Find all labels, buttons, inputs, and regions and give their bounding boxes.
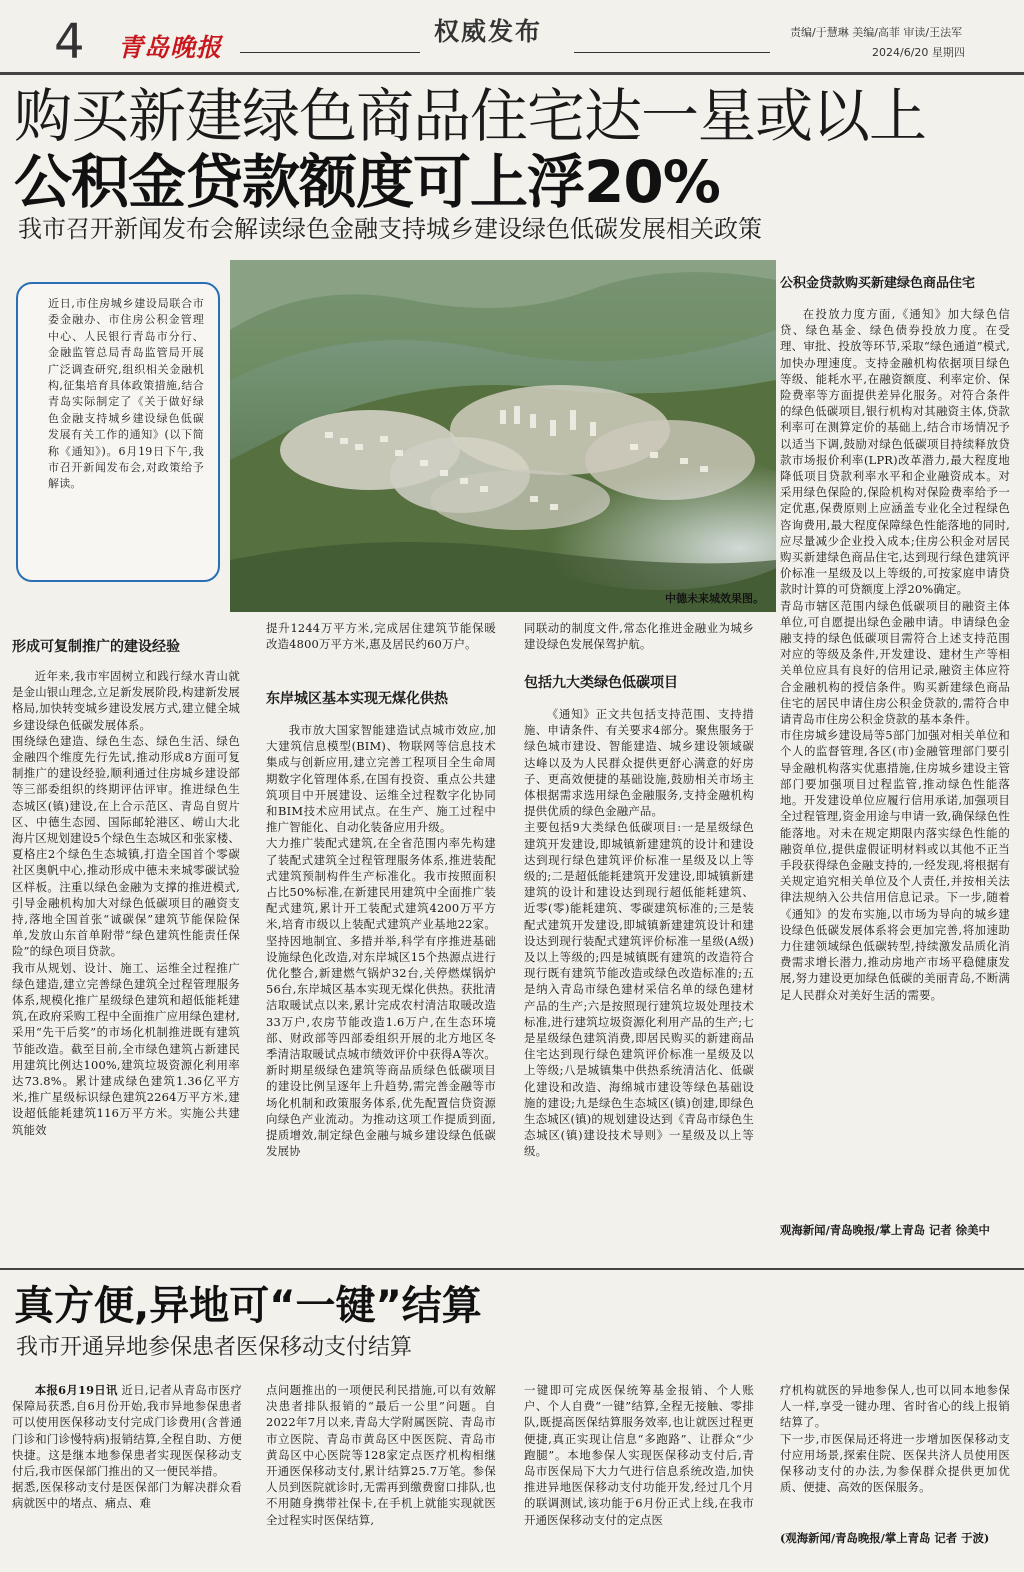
article2-col2-text: 点问题推出的一项便民利民措施,可以有效解决患者排队报销的“最后一公里”问题。自2022年7月以来,青岛大学附属医院、青岛市市立医院、青岛市黄岛区中医医院、青岛市黄岛区中心医院等128家定点医疗机构相继开通医保移动支付,累计结算25.7万笔。参保人员到医院就诊时,无需再到缴费窗口排队,也不用随身携带社保卡,在手机上就能实现就医全过程实时医保结算, bbox=[266, 1383, 496, 1527]
photo-caption: 中德未来城效果图。 bbox=[665, 592, 764, 605]
article2-col1-text: 近日,记者从青岛市医疗保障局获悉,自6月份开始,我市异地参保患者可以使用医保移动支付完成门诊费用(含普通门诊和门诊慢特病)报销结算,全程自助、方便快捷。这是继本地参保患者实现医保移动支付后,我市医保部门推出的又一便民举措。 据悉,医保移动支付是医保部门为解决群众看病就医中的堵点、痛点、难 bbox=[12, 1383, 242, 1511]
article1-col3-text: 《通知》正文共包括支持范围、支持措施、申请条件、有关要求4部分。聚焦服务于绿色城市建设、智能建造、城乡建设领域碳达峰以及为人民群众提供更舒心满意的好房子、更高效便捷的基础设施,鼓励相关市场主体根据需求选用绿色金融服务,支持金融机构提供优质的绿色金融产品。 主要包括9大类绿色低碳项目:一是星级绿色建筑开发建设,即城镇新建建筑的设计和建设达到现行绿色建筑评价标准一星级及以上等级的;二是超低能耗建筑开发建设,即城镇新建建筑的设计和建设达到现行超低能耗建筑、近零(零)能耗建筑、零碳建筑标准的;三是装配式建筑开发建设,即城镇新建建筑设计和建设达到现行装配式建筑评价标准一星级(A级)及以上等级的;四是城镇既有建筑的改造符合现行既有建筑节能改造或绿色改造标准的;五是纳入青岛市绿色建材采信名单的绿色建材产品的生产;六是按照现行建筑垃圾处理技术标准,进行建筑垃圾资源化利用产品的生产;七是星级绿色建筑消费,即居民购买的新建商品住宅达到现行绿色建筑评价标准一星级及以上等级;八是城镇集中供热系统清洁化、低碳化建设和改造、海绵城市建设等绿色基础设施的建设;九是绿色生态城区(镇)创建,即绿色生态城区(镇)的规划建设达到《青岛市绿色生态城区(镇)建设技术导则》一星级及以上等级。 bbox=[524, 707, 754, 1159]
article2-col4-text: 疗机构就医的异地参保人,也可以同本地参保人一样,享受一键办理、省时省心的线上报销结算了。 下一步,市医保局还将进一步增加医保移动支付应用场景,探索住院、医保共济人员使用医保移动支付的办法,为参保群众提供更加优质、便捷、高效的医保服务。 bbox=[780, 1383, 1010, 1495]
aerial-rendering-photo bbox=[230, 260, 776, 612]
article2-col3-text: 一键即可完成医保统筹基金报销、个人账户、个人自费“一键”结算,全程无接触、零排队,既提高医保结算服务效率,也让就医过程更便捷,真正实现让信息“多跑路”、让群众“少跑腿”。本地参保人实现医保移动支付后,青岛市医保局下大力气进行信息系统改造,加快推进异地医保移动支付功能开发,经过几个月的联调测试,该功能于6月份正式上线,在我市开通医保移动支付的定点医 bbox=[524, 1383, 754, 1527]
article1-col4-text: 在投放力度方面,《通知》加大绿色信贷、绿色基金、绿色债券投放力度。在受理、审批、投放等环节,采取“绿色通道”模式,加快办理速度。支持金融机构依据项目绿色等级、能耗水平,在融资额度、利率定价、保险费率等方面提供差异化服务。对符合条件的绿色低碳项目,银行机构对其融资主体,贷款利率可在测算定价的基础上,结合市场情况予以适当下调,鼓励对绿色低碳项目持续释放贷款市场报价利率(LPR)改革潜力,最大程度地降低项目贷款利率水平和企业融资成本。对采用绿色保险的,保险机构对保险费率给予一定优惠,保费原则上应涵盖专业化全过程绿色咨询费用,最大程度保障绿色性能落地的同时,应尽量减少企业投入成本;住房公积金对居民购买新建绿色商品住宅,达到现行绿色建筑评价标准一星级及以上等级的,可按家庭申请贷款时计算的可贷额度上浮20%确定。 青岛市辖区范围内绿色低碳项目的融资主体单位,可自愿提出绿色金融申请。申请绿色金融支持的绿色低碳项目需符合上述支持范围对应的等级及条件,开发建设、建材生产等相关单位应具有良好的信用记录,融资主体应符合金融机构的授信条件。购买新建绿色商品住宅的居民申请住房公积金贷款的,需符合申请青岛市住房公积金贷款的基本条件。 市住房城乡建设局等5部门加强对相关单位和个人的监督管理,各区(市)金融管理部门要引导金融机构落实优惠措施,住房城乡建设主管部门要加强项目过程监管,推动绿色性能落地。开发建设单位应履行信用承诺,加强项目全过程管理,资金用途与申请一致,确保绿色性能落地。对未在规定期限内落实绿色性能的融资单位,提供虚假证明材料或以其他不正当手段获得绿色金融支持的,一经发现,将根据有关规定追究相关单位及个人责任,并按相关法律法规纳入公共信用信息记录。下一步,随着《通知》的发布实施,以市场为导向的城乡建设绿色低碳发展体系将会更加完善,将加速助力住建领域绿色低碳转型,持续激发品质化消费需求增长潜力,推动房地产市场平稳健康发展,努力建设更加绿色低碳的美丽青岛,不断满足人民群众对美好生活的需要。 bbox=[780, 307, 1010, 1002]
masthead-bottom-rule bbox=[0, 72, 1024, 75]
article1-col2-text: 我市放大国家智能建造试点城市效应,加大建筑信息模型(BIM)、物联网等信息技术集成与创新应用,建立完善工程项目全生命周期数字化管理体系,在国有投资、重点公共建筑项目中开展建设、运维全过程数字化协同和BIM技术应用试点。在生产、施工过程中推广智能化、自动化装备应用升级。 大力推广装配式建筑,在全省范围内率先构建了装配式建筑全过程管理服务体系,推进装配式建筑预制构件生产标准化。我市按照面积占比50%标准,在新建民用建筑中全面推广装配式建筑,累计开工装配式建筑4200万平方米,培育市级以上装配式建筑产业基地22家。坚持因地制宜、多措并举,科学有序推进基础设施绿色化改造,对东岸城区15个热源点进行优化整合,新建燃气锅炉32台,关停燃煤锅炉56台,东岸城区基本实现无煤化供热。获批清洁取暖试点以来,累计完成农村清洁取暖改造33万户,农房节能改造1.6万户,在生态环境部、财政部等四部委组织开展的北方地区冬季清洁取暖试点城市绩效评价中获得A等次。新时期星级绿色建筑等商品质绿色低碳项目的建设比例呈逐年上升趋势,需完善金融等市场化机制和政策服务体系,优先配置信贷资源向绿色产业流动。为推动这项工作提质到面,提质增效,制定绿色金融与城乡建设绿色低碳发展协 bbox=[266, 723, 496, 1159]
section1-title: 形成可复制推广的建设经验 bbox=[12, 639, 180, 655]
headline-line2: 公积金贷款额度可上浮20% bbox=[14, 148, 720, 216]
headline-line1: 购买新建绿色商品住宅达一星或以上 bbox=[14, 82, 927, 150]
lead-box bbox=[16, 282, 220, 582]
section3-title: 包括九大类绿色低碳项目 bbox=[524, 675, 678, 691]
article2-subhead: 我市开通异地参保患者医保移动支付结算 bbox=[16, 1335, 413, 1360]
article2-headline: 真方便,异地可“一键”结算 bbox=[14, 1283, 482, 1329]
article2-col1 bbox=[12, 1382, 242, 1568]
lead-text: 近日,市住房城乡建设局联合市委金融办、市住房公积金管理中心、人民银行青岛市分行、金融监管总局青岛监管局开展广泛调查研究,组织相关金融机构,征集培育具体政策措施,结合青岛实际制定了《关于做好绿色金融支持城乡建设绿色低碳发展有关工作的通知》(以下简称《通知》)。6月19日下午,我市召开新闻发布会,对政策给予解读。 bbox=[48, 297, 204, 491]
masthead-rule-left bbox=[240, 52, 420, 53]
editors-line: 责编/于慧琳 美编/高菲 审读/王法军 bbox=[790, 26, 963, 39]
article2-byline: (观海新闻/青岛晚报/掌上青岛 记者 于波) bbox=[780, 1531, 990, 1545]
masthead-rule-right bbox=[574, 52, 770, 53]
article1-byline: 观海新闻/青岛晚报/掌上青岛 记者 徐美中 bbox=[780, 1223, 990, 1237]
city-rendering-illustration bbox=[230, 260, 776, 612]
article2-dateline: 本报6月19日讯 bbox=[34, 1383, 118, 1397]
section4-title: 公积金贷款购买新建绿色商品住宅 bbox=[780, 276, 976, 291]
article2-col1-wrapper bbox=[12, 1382, 242, 1568]
article1-col2-top-text: 提升1244万平方米,完成居住建筑节能保暖改造4800万平方米,惠及居民约60万户。 bbox=[266, 621, 496, 652]
article1-col1-text: 近年来,我市牢固树立和践行绿水青山就是金山银山理念,立足新发展阶段,构建新发展格局,加快转变城乡建设发展方式,建立健全城乡建设绿色低碳发展体系。 围绕绿色建造、绿色生态、绿色生活、绿色金融四个维度先行先试,推动形成8方面可复制推广的建设经验,顺利通过住房城乡建设部等三部委组织的终期评估评审。推进绿色生态城区(镇)建设,在上合示范区、青岛自贸片区、中德生态园、国际邮轮港区、崂山大北海片区规划建设5个绿色生态城区和张家楼、夏格庄2个绿色生态城镇,打造全国首个零碳社区奥帆中心,推动形成中德未来城零碳试验区样板。注重以绿色金融为支撑的推进模式,引导金融机构加大对绿色低碳项目的融资支持,落地全国首张“诚碳保”建筑节能保险保单,发放山东首单附带“绿色建筑性能责任保险”的绿色项目贷款。 我市从规划、设计、施工、运维全过程推广绿色建造,建立完善绿色建筑全过程管理服务体系,规模化推广星级绿色建筑和超低能耗建筑,在政府采购工程中全面推广应用绿色建材,采用“先干后奖”的市场化机制推进既有建筑节能改造。截至目前,全市绿色建筑占新建民用建筑比例达100%,建筑垃圾资源化利用率达73.8%。累计建成绿色建筑1.36亿平方米,推广星级标识绿色建筑2264万平方米,建设超低能耗建筑116万平方米。实施公共建筑能效 bbox=[12, 669, 240, 1137]
issue-date: 2024/6/20 星期四 bbox=[872, 46, 965, 59]
article1-subhead: 我市召开新闻发布会解读绿色金融支持城乡建设绿色低碳发展相关政策 bbox=[18, 215, 762, 243]
article1-col3-top-text: 同联动的制度文件,常态化推进金融业为城乡建设绿色发展保驾护航。 bbox=[524, 621, 754, 652]
article-divider bbox=[0, 1268, 1024, 1270]
section2-title: 东岸城区基本实现无煤化供热 bbox=[266, 691, 448, 707]
paper-logo: 青岛晚报 bbox=[118, 33, 223, 62]
page-number: 4 bbox=[54, 14, 85, 70]
section-title: 权威发布 bbox=[434, 17, 543, 46]
